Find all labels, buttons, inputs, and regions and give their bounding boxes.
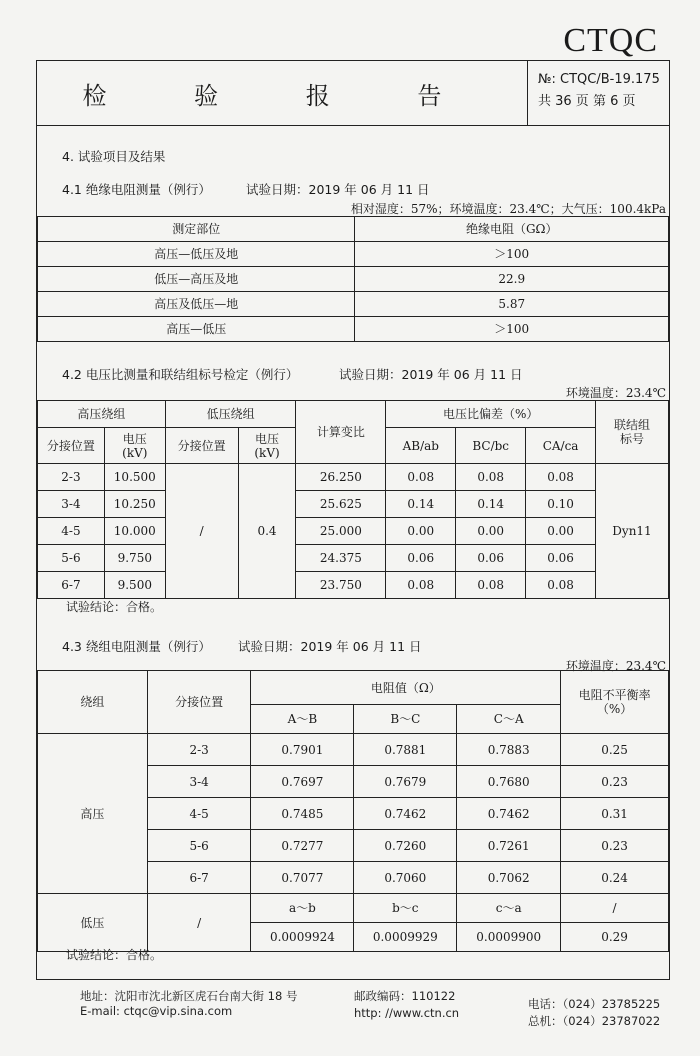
value-cell: 22.9	[355, 267, 669, 292]
lv-kv-cell: 0.4	[238, 464, 296, 599]
ab-cell: 0.7697	[251, 766, 354, 798]
bc-header: B～C	[354, 705, 457, 734]
bc-cell: 0.06	[456, 545, 526, 572]
report-id-box	[527, 61, 670, 125]
s41-env: 相对湿度：57%；环境温度：23.4℃；大气压：100.4kPa	[350, 202, 666, 216]
lv-tap-cell: /	[165, 464, 238, 599]
lv-tap-cell: /	[147, 894, 251, 952]
tap-cell: 4-5	[38, 518, 105, 545]
ab-cell: 0.00	[386, 518, 456, 545]
lv-unbalance-header: /	[561, 894, 669, 923]
footer-website: http: //www.ctn.cn	[354, 1006, 460, 1020]
ca-cell: 0.7883	[457, 734, 561, 766]
ca-cell: 0.08	[526, 572, 596, 599]
lv-unbalance-cell: 0.29	[561, 923, 669, 952]
tap-header: 分接位置	[147, 671, 251, 734]
deviation-header: 电压比偏差（%）	[386, 401, 596, 428]
ca-header: C～A	[457, 705, 561, 734]
ca-cell: 0.00	[526, 518, 596, 545]
ab-header: AB/ab	[386, 428, 456, 464]
tap-cell: 5-6	[147, 830, 251, 862]
insulation-table	[37, 216, 669, 342]
page-count: 共 36 页 第 6 页	[538, 94, 636, 109]
ca-cell: 0.08	[526, 464, 596, 491]
lv-label-cell: 低压	[38, 894, 148, 952]
col-header: 测定部位	[38, 217, 355, 242]
s43-env: 环境温度：23.4℃	[565, 659, 666, 673]
s42-conclusion: 试验结论：合格。	[66, 600, 163, 614]
ab-cell: 0.7485	[251, 798, 354, 830]
footer-email: E-mail: ctqc@vip.sina.com	[80, 1004, 233, 1018]
ab-cell: 0.14	[386, 491, 456, 518]
lv-ca-header: c～a	[457, 894, 561, 923]
bc-cell: 0.7260	[354, 830, 457, 862]
tap-cell: 3-4	[38, 491, 105, 518]
bc-cell: 0.00	[456, 518, 526, 545]
kv-cell: 10.000	[104, 518, 165, 545]
s41-title: 4.1 绝缘电阻测量（例行）	[62, 182, 211, 197]
value-cell: 5.87	[355, 292, 669, 317]
bc-cell: 0.08	[456, 464, 526, 491]
unbalance-header: 电阻不平衡率 （%）	[561, 671, 669, 734]
group-header: 联结组 标号	[596, 401, 669, 464]
footer-address: 地址：沈阳市沈北新区虎石台南大街 18 号	[80, 989, 298, 1003]
kv-cell: 10.500	[104, 464, 165, 491]
report-header	[37, 61, 669, 126]
ab-header: A～B	[251, 705, 354, 734]
part-cell: 高压—低压及地	[38, 242, 355, 267]
resistance-header: 电阻值（Ω）	[251, 671, 561, 705]
s42-title: 4.2 电压比测量和联结组标号检定（例行）	[62, 367, 299, 382]
ca-header: CA/ca	[526, 428, 596, 464]
s42-date: 试验日期：2019 年 06 月 11 日	[339, 367, 523, 382]
ca-cell: 0.7062	[457, 862, 561, 894]
kv-header: 电压 (kV)	[104, 428, 165, 464]
kv-header: 电压 (kV)	[238, 428, 296, 464]
winding-resistance-table	[37, 670, 669, 952]
tap-cell: 3-4	[147, 766, 251, 798]
ratio-header: 计算变比	[296, 401, 386, 464]
ca-cell: 0.7261	[457, 830, 561, 862]
ab-cell: 0.06	[386, 545, 456, 572]
part-cell: 高压—低压	[38, 317, 355, 342]
ratio-cell: 24.375	[296, 545, 386, 572]
footer-phone: 电话：（024）23785225	[528, 997, 661, 1011]
unbalance-cell: 0.24	[561, 862, 669, 894]
bc-cell: 0.14	[456, 491, 526, 518]
ab-cell: 0.08	[386, 464, 456, 491]
tap-cell: 2-3	[147, 734, 251, 766]
ratio-cell: 25.625	[296, 491, 386, 518]
bc-cell: 0.7462	[354, 798, 457, 830]
tap-header: 分接位置	[165, 428, 238, 464]
col-header: 绝缘电阻（GΩ）	[355, 217, 669, 242]
unbalance-cell: 0.31	[561, 798, 669, 830]
ca-cell: 0.10	[526, 491, 596, 518]
ab-cell: 0.7077	[251, 862, 354, 894]
lv-ab-header: a～b	[251, 894, 354, 923]
ab-cell: 0.08	[386, 572, 456, 599]
report-title: 检 验 报 告	[82, 81, 482, 110]
part-cell: 高压及低压—地	[38, 292, 355, 317]
group-cell: Dyn11	[596, 464, 669, 599]
s41-date: 试验日期：2019 年 06 月 11 日	[246, 182, 430, 197]
lv-ab-cell: 0.0009924	[251, 923, 354, 952]
footer-postcode: 邮政编码：110122	[354, 989, 456, 1003]
lv-winding-header: 低压绕组	[165, 401, 296, 428]
voltage-ratio-table	[37, 400, 669, 599]
ratio-cell: 25.000	[296, 518, 386, 545]
ab-cell: 0.7277	[251, 830, 354, 862]
ca-cell: 0.7462	[457, 798, 561, 830]
unbalance-cell: 0.23	[561, 830, 669, 862]
s43-date: 试验日期：2019 年 06 月 11 日	[238, 639, 422, 654]
value-cell: ＞100	[355, 242, 669, 267]
winding-header: 绕组	[38, 671, 148, 734]
tap-header: 分接位置	[38, 428, 105, 464]
ratio-cell: 26.250	[296, 464, 386, 491]
tap-cell: 6-7	[38, 572, 105, 599]
lv-ca-cell: 0.0009900	[457, 923, 561, 952]
s42-env: 环境温度：23.4℃	[565, 386, 666, 400]
footer-switchboard: 总机：（024）23787022	[528, 1014, 661, 1028]
bc-cell: 0.7881	[354, 734, 457, 766]
lv-bc-header: b～c	[354, 894, 457, 923]
lv-bc-cell: 0.0009929	[354, 923, 457, 952]
unbalance-cell: 0.23	[561, 766, 669, 798]
hv-label-cell: 高压	[38, 734, 148, 894]
ratio-cell: 23.750	[296, 572, 386, 599]
part-cell: 低压—高压及地	[38, 267, 355, 292]
report-number: №: CTQC/B-19.175	[538, 72, 660, 87]
bc-cell: 0.7060	[354, 862, 457, 894]
bc-cell: 0.08	[456, 572, 526, 599]
ab-cell: 0.7901	[251, 734, 354, 766]
company-logo: CTQC	[563, 22, 658, 59]
bc-header: BC/bc	[456, 428, 526, 464]
tap-cell: 4-5	[147, 798, 251, 830]
kv-cell: 9.750	[104, 545, 165, 572]
s43-title: 4.3 绕组电阻测量（例行）	[62, 639, 211, 654]
kv-cell: 10.250	[104, 491, 165, 518]
value-cell: ＞100	[355, 317, 669, 342]
ca-cell: 0.7680	[457, 766, 561, 798]
hv-winding-header: 高压绕组	[38, 401, 166, 428]
ca-cell: 0.06	[526, 545, 596, 572]
tap-cell: 2-3	[38, 464, 105, 491]
kv-cell: 9.500	[104, 572, 165, 599]
tap-cell: 5-6	[38, 545, 105, 572]
bc-cell: 0.7679	[354, 766, 457, 798]
tap-cell: 6-7	[147, 862, 251, 894]
s43-conclusion: 试验结论：合格。	[66, 948, 163, 962]
unbalance-cell: 0.25	[561, 734, 669, 766]
section-4-title: 4. 试验项目及结果	[62, 149, 166, 164]
